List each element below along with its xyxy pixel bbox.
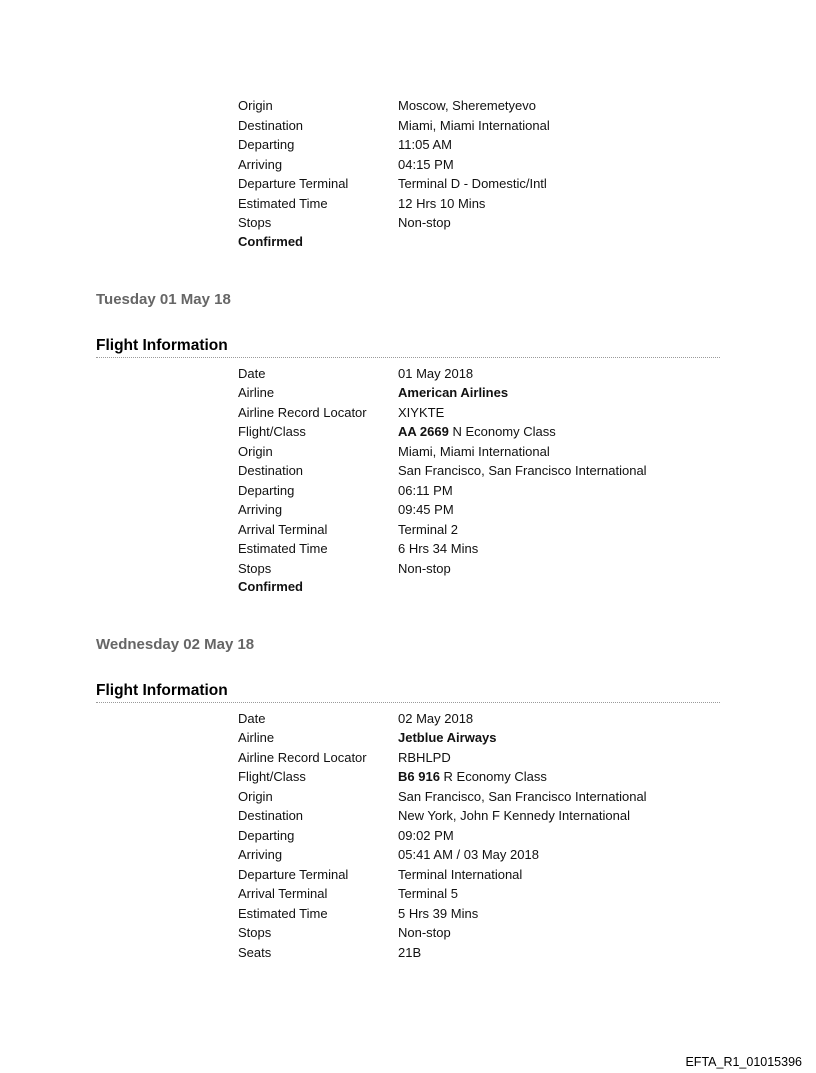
detail-value: Non-stop (398, 925, 451, 940)
detail-label: Airline Record Locator (238, 404, 367, 420)
detail-label: Origin (238, 443, 273, 459)
detail-row-departure-terminal (0, 865, 816, 885)
detail-label: Estimated Time (238, 905, 328, 921)
detail-label: Estimated Time (238, 541, 328, 556)
detail-label: Airline (238, 385, 275, 400)
detail-row-stops (0, 213, 816, 233)
day-heading: Wednesday 02 May 18 (96, 636, 255, 653)
detail-value: 01 May 2018 (398, 365, 474, 381)
section-title-flight-information: Flight Information (96, 681, 720, 703)
detail-row-flight-class (0, 422, 816, 442)
detail-row-arriving (0, 500, 816, 520)
detail-label: Stops (238, 925, 272, 940)
detail-row-stops (0, 923, 816, 943)
detail-label: Arriving (238, 502, 283, 517)
detail-label: Origin (238, 98, 273, 113)
detail-value: Moscow, Sheremetyevo (398, 98, 537, 113)
airline-name: Jetblue Airways (398, 730, 497, 745)
detail-label: Airline (238, 730, 275, 745)
detail-value: Non-stop (398, 560, 451, 576)
detail-value: 09:45 PM (398, 502, 454, 517)
detail-row-arrival-terminal (0, 884, 816, 904)
detail-row-destination (0, 461, 816, 481)
detail-value: San Francisco, San Francisco International (398, 788, 647, 804)
detail-label: Flight/Class (238, 424, 306, 439)
booking-status: Confirmed (238, 579, 303, 594)
detail-label: Stops (238, 215, 272, 230)
detail-label: Departure Terminal (238, 176, 349, 191)
detail-value (398, 383, 508, 403)
detail-row-departing (0, 481, 816, 501)
detail-label: Date (238, 365, 266, 381)
detail-label: Destination (238, 117, 304, 133)
detail-label: Departing (238, 482, 295, 498)
detail-label: Arrival Terminal (238, 886, 328, 901)
detail-row-origin (0, 787, 816, 807)
detail-row-record-locator (0, 403, 816, 423)
fare-class: N Economy Class (448, 424, 556, 439)
airline-name: American Airlines (398, 385, 509, 400)
detail-label: Date (238, 710, 266, 726)
detail-row-estimated-time (0, 194, 816, 214)
detail-label: Arrival Terminal (238, 521, 328, 537)
detail-value: 6 Hrs 34 Mins (398, 541, 479, 556)
detail-value (398, 767, 547, 787)
detail-value: San Francisco, San Francisco International (398, 463, 647, 478)
detail-row-departure-terminal (0, 174, 816, 194)
detail-row-record-locator (0, 748, 816, 768)
detail-row-airline (0, 383, 816, 403)
detail-value: 09:02 PM (398, 827, 454, 843)
detail-value: 12 Hrs 10 Mins (398, 195, 486, 211)
detail-value: Miami, Miami International (398, 117, 550, 133)
section-title-flight-information: Flight Information (96, 336, 720, 358)
detail-value: 02 May 2018 (398, 710, 474, 726)
detail-value (398, 422, 556, 442)
detail-value: Terminal International (398, 866, 523, 882)
detail-row-arriving (0, 155, 816, 175)
flight-number: B6 916 (398, 769, 440, 784)
detail-label: Departing (238, 137, 295, 152)
detail-row-estimated-time (0, 904, 816, 924)
detail-value: Terminal 5 (398, 886, 458, 901)
detail-label: Airline Record Locator (238, 749, 367, 765)
detail-row-arriving (0, 845, 816, 865)
detail-value: 11:05 AM (398, 137, 452, 152)
detail-row-destination (0, 806, 816, 826)
detail-value: 5 Hrs 39 Mins (398, 905, 479, 921)
detail-row-destination (0, 116, 816, 136)
detail-value: RBHLPD (398, 749, 451, 765)
detail-value: 06:11 PM (398, 482, 453, 498)
detail-label: Arriving (238, 156, 283, 172)
detail-row-origin (0, 96, 816, 116)
detail-row-airline (0, 728, 816, 748)
detail-row-date (0, 364, 816, 384)
detail-value: 04:15 PM (398, 156, 454, 172)
detail-value: Miami, Miami International (398, 443, 550, 459)
detail-row-stops (0, 559, 816, 579)
detail-value: New York, John F Kennedy International (398, 808, 630, 823)
booking-status: Confirmed (238, 234, 303, 249)
detail-row-departing (0, 135, 816, 155)
fare-class: R Economy Class (439, 769, 547, 784)
detail-value: 21B (398, 944, 422, 960)
detail-label: Departure Terminal (238, 866, 349, 882)
detail-row-date (0, 709, 816, 729)
detail-label: Arriving (238, 847, 283, 862)
detail-label: Destination (238, 463, 304, 478)
detail-row-departing (0, 826, 816, 846)
detail-row-seats (0, 943, 816, 963)
detail-value: XIYKTE (398, 404, 445, 420)
detail-row-origin (0, 442, 816, 462)
day-heading: Tuesday 01 May 18 (96, 291, 231, 308)
detail-label: Origin (238, 788, 273, 804)
detail-label: Departing (238, 827, 295, 843)
detail-row-estimated-time (0, 539, 816, 559)
detail-label: Flight/Class (238, 769, 306, 784)
detail-label: Stops (238, 560, 272, 576)
detail-value: Non-stop (398, 215, 451, 230)
detail-value: Terminal D - Domestic/Intl (398, 176, 547, 191)
detail-label: Seats (238, 944, 272, 960)
detail-row-arrival-terminal (0, 520, 816, 540)
flight-number: AA 2669 (398, 424, 449, 439)
detail-label: Estimated Time (238, 195, 328, 211)
document-id: EFTA_R1_01015396 (685, 1055, 802, 1069)
detail-value (398, 728, 497, 748)
detail-value: 05:41 AM / 03 May 2018 (398, 847, 539, 862)
detail-row-flight-class (0, 767, 816, 787)
detail-label: Destination (238, 808, 304, 823)
detail-value: Terminal 2 (398, 521, 458, 537)
